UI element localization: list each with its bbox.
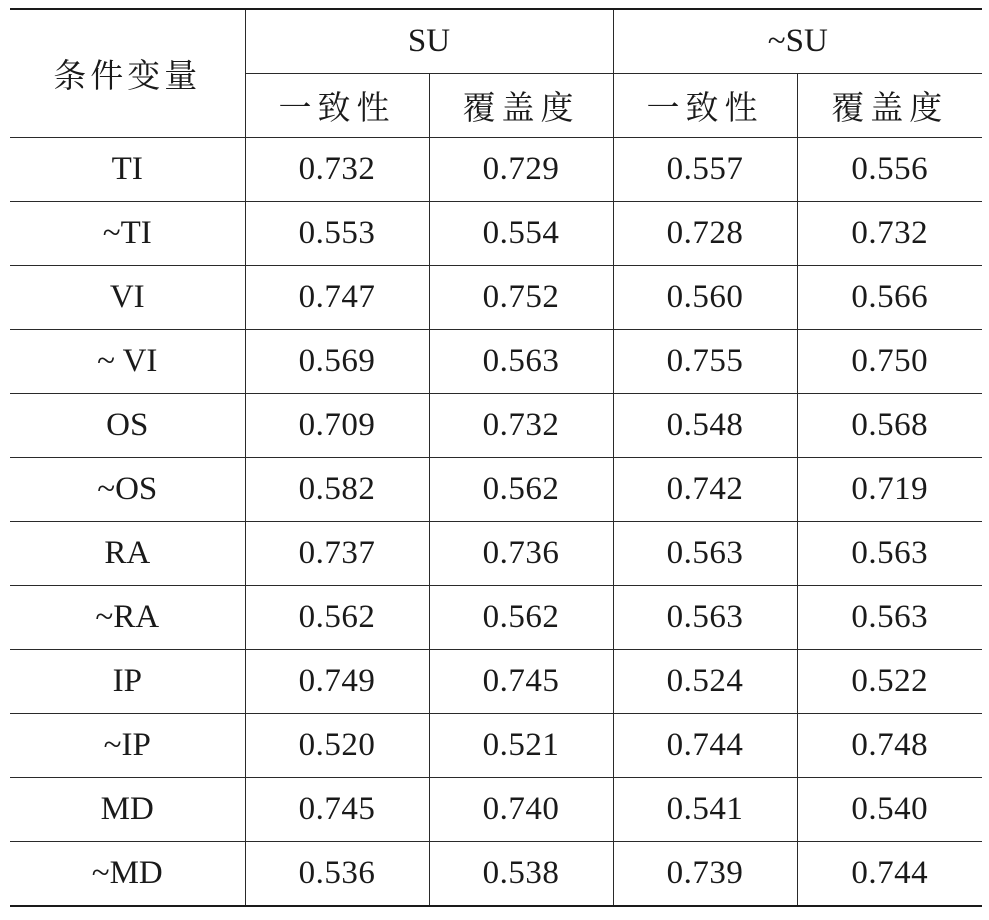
table-cell: 0.568 [797, 394, 982, 458]
table-header [10, 9, 982, 138]
table-cell: 0.562 [429, 458, 613, 522]
table-cell: 0.729 [429, 138, 613, 202]
table-row [10, 202, 982, 266]
table-cell: 0.752 [429, 266, 613, 330]
group-header-not-su: ~SU [613, 9, 982, 74]
table-row [10, 266, 982, 330]
row-label: IP [10, 650, 245, 714]
row-label: ~TI [10, 202, 245, 266]
row-label: ~MD [10, 842, 245, 907]
table-cell: 0.563 [613, 522, 797, 586]
table-cell: 0.563 [429, 330, 613, 394]
table-cell: 0.562 [429, 586, 613, 650]
table-cell: 0.737 [245, 522, 429, 586]
table-cell: 0.749 [245, 650, 429, 714]
table-cell: 0.540 [797, 778, 982, 842]
table-cell: 0.719 [797, 458, 982, 522]
table-row [10, 778, 982, 842]
table-row [10, 714, 982, 778]
table-cell: 0.744 [613, 714, 797, 778]
table-cell: 0.563 [613, 586, 797, 650]
table-cell: 0.563 [797, 522, 982, 586]
table-cell: 0.728 [613, 202, 797, 266]
table-cell: 0.556 [797, 138, 982, 202]
group-header-su: SU [245, 9, 613, 74]
table-cell: 0.524 [613, 650, 797, 714]
table-cell: 0.522 [797, 650, 982, 714]
table-cell: 0.538 [429, 842, 613, 907]
table-cell: 0.566 [797, 266, 982, 330]
table-row [10, 330, 982, 394]
table-row [10, 394, 982, 458]
table-cell: 0.557 [613, 138, 797, 202]
sub-header-coverage: 覆盖度 [429, 74, 613, 138]
table-row [10, 586, 982, 650]
table-row [10, 650, 982, 714]
sub-header-coverage: 覆盖度 [797, 74, 982, 138]
table-cell: 0.745 [245, 778, 429, 842]
table-cell: 0.709 [245, 394, 429, 458]
table-cell: 0.521 [429, 714, 613, 778]
table-cell: 0.747 [245, 266, 429, 330]
header-row-groups [10, 9, 982, 74]
sub-header-consistency: 一致性 [613, 74, 797, 138]
table-cell: 0.755 [613, 330, 797, 394]
table-cell: 0.541 [613, 778, 797, 842]
table-cell: 0.736 [429, 522, 613, 586]
table-cell: 0.520 [245, 714, 429, 778]
table-row [10, 842, 982, 907]
table-cell: 0.563 [797, 586, 982, 650]
table-cell: 0.732 [245, 138, 429, 202]
row-label: MD [10, 778, 245, 842]
row-label: VI [10, 266, 245, 330]
table-row [10, 458, 982, 522]
table-cell: 0.740 [429, 778, 613, 842]
table-body [10, 138, 982, 907]
table-row [10, 522, 982, 586]
row-label: ~RA [10, 586, 245, 650]
table-cell: 0.536 [245, 842, 429, 907]
corner-header: 条件变量 [10, 9, 245, 138]
row-label: OS [10, 394, 245, 458]
row-label: RA [10, 522, 245, 586]
table-cell: 0.554 [429, 202, 613, 266]
table-cell: 0.739 [613, 842, 797, 907]
row-label: ~IP [10, 714, 245, 778]
table-row [10, 138, 982, 202]
row-label: ~ VI [10, 330, 245, 394]
table-cell: 0.562 [245, 586, 429, 650]
data-table [10, 8, 982, 907]
sub-header-consistency: 一致性 [245, 74, 429, 138]
table-cell: 0.732 [429, 394, 613, 458]
table-cell: 0.560 [613, 266, 797, 330]
table-cell: 0.742 [613, 458, 797, 522]
table-cell: 0.582 [245, 458, 429, 522]
table-cell: 0.732 [797, 202, 982, 266]
table-cell: 0.745 [429, 650, 613, 714]
table-cell: 0.553 [245, 202, 429, 266]
row-label: ~OS [10, 458, 245, 522]
table-cell: 0.750 [797, 330, 982, 394]
row-label: TI [10, 138, 245, 202]
table-cell: 0.748 [797, 714, 982, 778]
table-cell: 0.548 [613, 394, 797, 458]
table-cell: 0.744 [797, 842, 982, 907]
table-cell: 0.569 [245, 330, 429, 394]
